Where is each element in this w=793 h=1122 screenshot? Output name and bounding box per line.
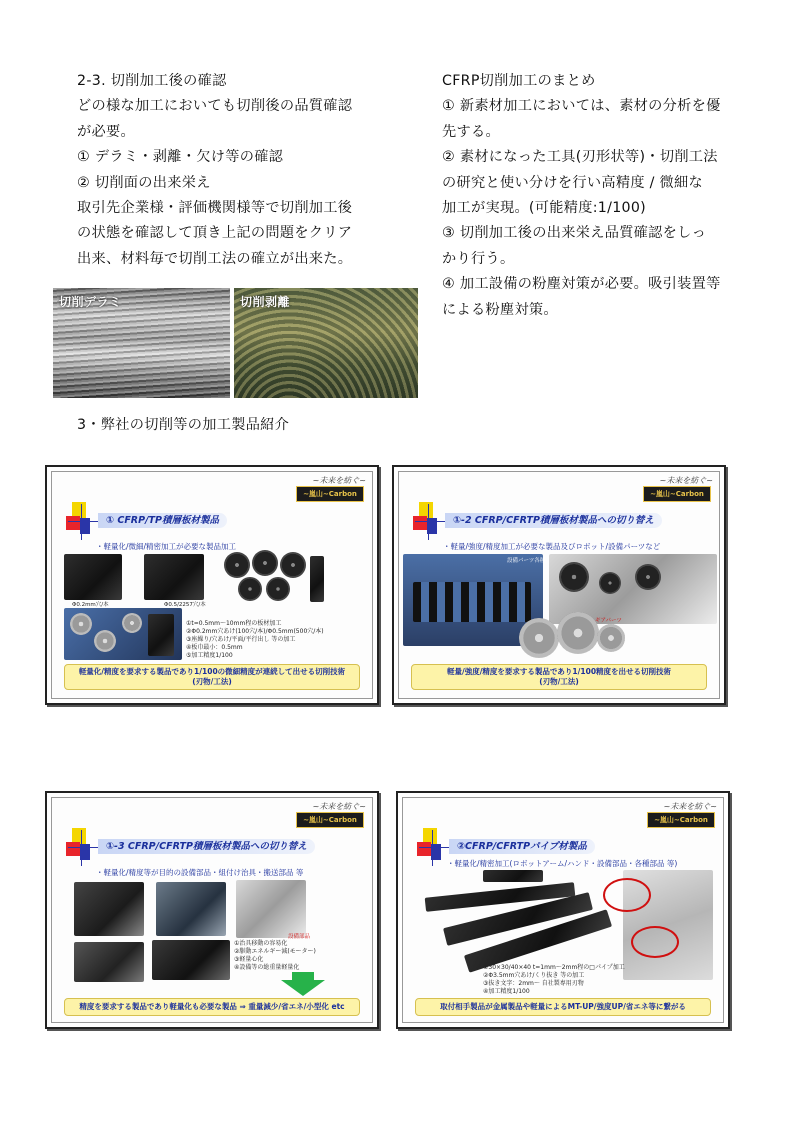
left-line: 取引先企業様・評価機関様等で切削加工後 [77,200,353,217]
company-logo: ~嵐山~Carbon [296,486,364,502]
product-photo [266,577,290,601]
product-photo [64,554,122,600]
image-caption: 設備部品 [288,934,311,940]
left-text-column [77,69,352,272]
right-line: ① 新素材加工においては、素材の分析を優 [442,98,721,115]
spec-list [234,940,316,972]
right-line: かり行う。 [442,250,515,267]
left-line: ① デラミ・剥離・欠け等の確認 [77,149,284,166]
highlight-circle [603,878,651,912]
image-caption: Φ0.2mm穴/本 [72,602,109,608]
company-logo: ~嵐山~Carbon [296,812,364,828]
right-line: 先する。 [442,123,500,140]
product-photo [557,612,599,654]
banner-line: 軽量/強度/精度を要求する製品であり1/100精度を出せる切削技術 [446,667,672,676]
product-photo [152,940,230,980]
spec-item: ①30×30/40×40 t=1mm～2mm程の□パイプ加工 [483,964,625,971]
product-photo [94,630,116,652]
down-arrow-icon [281,980,325,996]
section-2-3-heading: 2-3. 切削加工後の確認 [77,73,227,89]
product-photo [310,556,324,602]
slide-slogan: ~未来を紡ぐ~ [312,802,366,811]
spec-item: ②Φ3.5mm穴あけ/くり抜き 等の加工 [483,972,585,979]
slide-subtitle: ・軽量化/精密加工(ロボットアーム/ハンド・設備部品・各種部品 等) [447,859,678,868]
product-photo [519,618,559,658]
right-line: の研究と使い分けを行い高精度 / 微細な [442,174,703,191]
left-line: ② 切削面の出来栄え [77,174,211,191]
summary-heading: CFRP切削加工のまとめ [442,73,596,89]
spec-item: ④加工精度1/100 [483,988,530,995]
slide-cfrp-tp-board [45,465,379,705]
product-photo [252,550,278,576]
photo-label: 切削デラミ [59,295,122,309]
banner-line: 軽量化/精度を要求する製品であり1/100の微細精度が連続して出せる切削技術 [78,667,346,676]
slide-slogan: ~未来を紡ぐ~ [312,476,366,485]
color-block-decoration [413,502,443,536]
right-text-column [442,69,721,323]
slide-slogan: ~未来を紡ぐ~ [663,802,717,811]
spec-item: ④板巾最小：0.5mm [186,644,243,651]
slide-title: ① CFRP/TP積層板材製品 [98,513,227,528]
left-line: 出来、材料毎で切削工法の確立が出来た。 [77,250,353,267]
banner-line: 精度を要求する製品であり軽量化も必要な製品 ⇒ 重量減少/省エネ/小型化 etc [79,1002,345,1011]
slide-banner [415,998,711,1016]
product-photo [238,577,262,601]
slide-title: ①-2 CFRP/CFRTP積層板材製品への切り替え [445,513,662,528]
slide-title: ②CFRP/CFRTPパイプ材製品 [449,839,595,854]
slide-subtitle: ・軽量化/精度等が目的の設備部品・組付け治具・搬送部品 等 [96,868,304,877]
left-line: が必要。 [77,123,135,140]
right-line: ② 素材になった工具(刃形状等)・切削工法 [442,149,718,166]
left-line: の状態を確認して頂き上記の問題をクリア [77,225,353,242]
slide-banner [64,664,360,690]
product-photo [599,572,621,594]
product-photo [559,562,589,592]
product-photo [122,613,142,633]
product-photo [413,582,531,622]
spec-item: ②駆動エネルギー減(モーター) [234,948,316,955]
product-photo [156,882,226,936]
peeling-photo [234,288,418,398]
slide-subtitle: ・軽量化/微細/精密加工が必要な製品加工 [96,542,237,551]
section-3-heading: 3・弊社の切削等の加工製品紹介 [77,417,290,433]
color-block-decoration [66,502,96,536]
product-photo [70,613,92,635]
product-photo [483,870,543,882]
highlight-circle [631,926,679,958]
spec-item: ②Φ0.2mm穴あけ(100穴/本)/Φ0.5mm(500穴/本) [186,628,324,635]
slide-banner [411,664,707,690]
slide-subtitle: ・軽量/強度/精度加工が必要な製品及びロボット/設備パーツなど [443,542,661,551]
product-photo [148,614,174,656]
product-photo [236,880,306,938]
spec-item: ①治具移動の容易化 [234,940,288,947]
spec-list [483,964,625,996]
spec-item: ③軽量心化 [234,956,264,963]
image-caption: ギアパーツ [595,618,622,624]
banner-line: (刃物/工法) [539,677,579,686]
slide-title: ①-3 CFRP/CFRTP積層板材製品への切り替え [98,839,315,854]
right-line: ③ 切削加工後の出来栄え品質確認をしっ [442,225,707,242]
image-caption: 設備パーツ各種 [507,558,546,564]
down-arrow-icon [292,972,314,980]
color-block-decoration [417,828,447,862]
right-line: ④ 加工設備の粉塵対策が必要。吸引装置等 [442,276,721,293]
product-photo [597,624,625,652]
company-logo: ~嵐山~Carbon [643,486,711,502]
slide-slogan: ~未来を紡ぐ~ [659,476,713,485]
photo-label: 切削剥離 [240,295,291,309]
right-line: による粉塵対策。 [442,301,558,318]
slide-pipe-products [396,791,730,1029]
product-photo [74,882,144,936]
spec-item: ④設備等の総重量軽量化 [234,964,300,971]
product-photo [280,552,306,578]
company-logo: ~嵐山~Carbon [647,812,715,828]
right-line: 加工が実現。(可能精度:1/100) [442,200,647,217]
color-block-decoration [66,828,96,862]
left-line: どの様な加工においても切削後の品質確認 [77,98,353,115]
spec-list [186,620,324,660]
slide-equipment-parts [45,791,379,1029]
spec-item: ③抜き文字：2mm～ 自社製専用刃物 [483,980,584,987]
spec-item: ③座繰り/穴あけ/平面/平行出し 等の加工 [186,636,296,643]
product-photo [74,942,144,982]
banner-line: 取付相手製品が金属製品や軽量によるMT-UP/強度UP/省エネ等に繋がる [440,1002,686,1011]
delamination-photo [53,288,230,398]
banner-line: (刃物/工法) [192,677,232,686]
product-photo [224,552,250,578]
spec-item: ⑤加工精度1/100 [186,652,233,659]
spec-item: ①t=0.5mm～10mm程の板材加工 [186,620,282,627]
product-photo [144,554,204,600]
product-photo [635,564,661,590]
image-caption: Φ0.5/2257穴/本 [164,602,206,608]
slide-banner [64,998,360,1016]
slide-cfrp-cfrtp-board-switch [392,465,726,705]
